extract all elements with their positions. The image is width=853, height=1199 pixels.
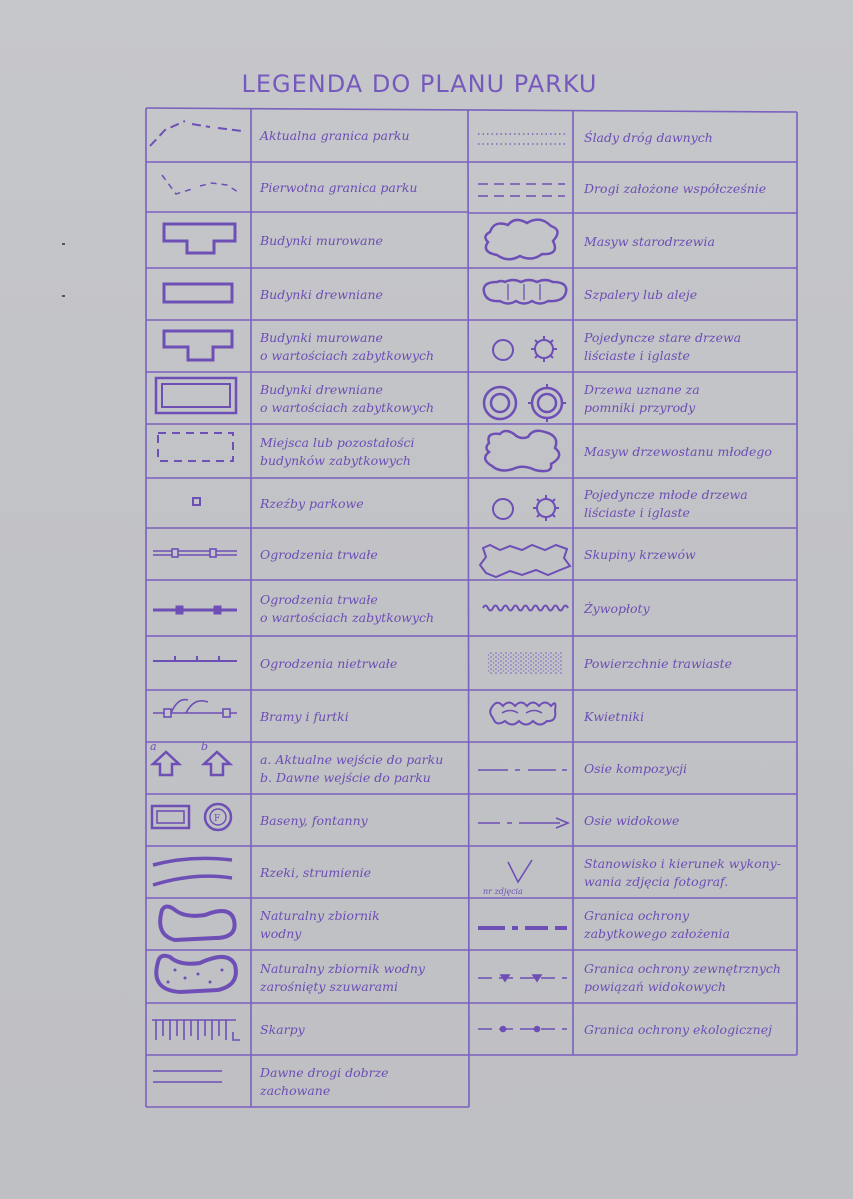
- left-legend-label: Budynki drewniane: [260, 287, 383, 302]
- broken-line-icon: [150, 121, 242, 146]
- right-legend-label: pomniki przyrody: [584, 400, 696, 415]
- reed-pond-icon: [156, 956, 236, 992]
- right-legend-label: Żywopłoty: [584, 601, 650, 616]
- lawn-icon: [488, 652, 562, 674]
- fence-temporary-icon: [153, 656, 237, 661]
- view-axis-icon: [478, 818, 568, 828]
- left-legend-label: a. Aktualne wejście do parku: [260, 752, 444, 767]
- left-legend-label: Miejsca lub pozostałości: [260, 435, 415, 450]
- left-legend-label: Budynki drewniane: [260, 382, 383, 397]
- ecological-protection-icon: [478, 1027, 567, 1032]
- right-legend-label: Szpalery lub aleje: [584, 287, 698, 302]
- single-trees-icon: [493, 336, 557, 362]
- rectangle-building-icon: [164, 284, 232, 302]
- right-legend-label: Granica ochrony ekologicznej: [584, 1022, 772, 1037]
- t-shape-building-icon: [164, 224, 235, 253]
- left-legend-label: Bramy i furtki: [260, 709, 349, 724]
- shrub-group-icon: [480, 545, 570, 577]
- right-legend-label: powiązań widokowych: [584, 978, 726, 994]
- left-legend-label: Budynki murowane: [260, 233, 383, 248]
- left-legend-label: Naturalny zbiornik wodny: [260, 960, 425, 976]
- right-legend-label: Osie widokowe: [584, 813, 680, 828]
- left-legend-label: Skarpy: [260, 1022, 305, 1037]
- river-icon: [153, 858, 232, 885]
- left-legend-label: Baseny, fontanny: [260, 813, 368, 828]
- left-legend-label: Dawne drogi dobrze: [260, 1065, 389, 1080]
- small-square-icon: [193, 498, 200, 505]
- left-legend-label: Aktualna granica parku: [260, 128, 410, 143]
- hedge-icon: [483, 606, 568, 611]
- right-legend-label: Pojedyncze młode drzewa: [584, 487, 748, 502]
- dashed-rectangle-icon: [158, 433, 233, 461]
- right-legend-label: Masyw drzewostanu młodego: [584, 444, 772, 459]
- left-legend-label: Rzeźby parkowe: [260, 496, 364, 511]
- photo-number-tag: nr zdjęcia: [483, 887, 523, 896]
- entrance-arrows-icon: [153, 752, 230, 775]
- left-legend-label: Budynki murowane: [260, 330, 383, 345]
- left-legend-label: o wartościach zabytkowych: [260, 400, 435, 415]
- left-legend-label: Naturalny zbiornik: [260, 908, 380, 923]
- young-stand-icon: [485, 431, 559, 471]
- double-rectangle-icon: [156, 378, 236, 413]
- left-legend-label: b. Dawne wejście do parku: [260, 770, 431, 785]
- fountain-letter: F: [214, 814, 221, 824]
- fence-historic-icon: [153, 607, 237, 613]
- young-trees-icon: [493, 495, 559, 521]
- right-legend-label: Granica ochrony zewnętrznych: [584, 960, 781, 976]
- gate-icon: [153, 700, 237, 717]
- right-legend-label: Skupiny krzewów: [584, 547, 696, 562]
- pond-icon: [160, 907, 234, 941]
- left-legend-label: Rzeki, strumienie: [260, 865, 372, 880]
- right-legend-label: Kwietniki: [584, 709, 645, 724]
- left-legend-label: budynków zabytkowych: [260, 453, 411, 468]
- left-legend-label: wodny: [260, 926, 302, 941]
- right-legend-label: Pojedyncze stare drzewa: [584, 330, 742, 345]
- legend-title: LEGENDA DO PLANU PARKU: [241, 70, 598, 98]
- left-legend-label: o wartościach zabytkowych: [260, 610, 435, 625]
- right-legend-label: wania zdjęcia fotograf.: [584, 874, 729, 889]
- right-legend-label: Stanowisko i kierunek wykony-: [584, 856, 781, 871]
- right-legend-label: Powierzchnie trawiaste: [584, 656, 732, 671]
- right-legend-label: liściaste i iglaste: [584, 505, 690, 520]
- flowerbed-icon: [490, 703, 555, 725]
- dotted-road-icon: [478, 134, 565, 144]
- left-legend-label: Ogrodzenia trwałe: [260, 547, 378, 562]
- dash-dot-line-icon: [162, 175, 238, 194]
- right-legend-label: Drzewa uznane za: [584, 382, 700, 397]
- right-legend-label: zabytkowego założenia: [584, 926, 730, 941]
- photo-point-icon: [508, 860, 532, 882]
- right-legend-label: Osie kompozycji: [584, 761, 688, 776]
- fence-permanent-icon: [153, 549, 237, 557]
- left-legend-label: Ogrodzenia nietrwałe: [260, 656, 398, 671]
- left-legend-label: Ogrodzenia trwałe: [260, 592, 378, 607]
- dashed-road-icon: [478, 184, 565, 196]
- right-legend-label: Granica ochrony: [584, 908, 690, 923]
- right-legend-label: Ślady dróg dawnych: [584, 129, 713, 145]
- left-legend-label: zarośnięty szuwarami: [260, 978, 398, 994]
- entrance-tag-b: b: [201, 740, 209, 753]
- t-shape-historic-building-icon: [164, 331, 232, 360]
- right-legend-label: Drogi założone współcześnie: [584, 180, 767, 196]
- old-trees-mass-icon: [485, 220, 557, 260]
- right-legend-label: liściaste i iglaste: [584, 348, 690, 363]
- double-line-road-icon: [153, 1071, 222, 1082]
- tree-row-icon: [484, 280, 566, 304]
- left-legend-label: Pierwotna granica parku: [260, 180, 418, 195]
- right-legend-label: Masyw starodrzewia: [584, 233, 715, 249]
- entrance-tag-a: a: [150, 740, 157, 753]
- left-legend-label: zachowane: [260, 1083, 331, 1098]
- view-protection-icon: [478, 975, 567, 981]
- left-legend-label: o wartościach zabytkowych: [260, 348, 435, 363]
- monument-trees-icon: [484, 384, 566, 422]
- escarpment-icon: [152, 1020, 240, 1040]
